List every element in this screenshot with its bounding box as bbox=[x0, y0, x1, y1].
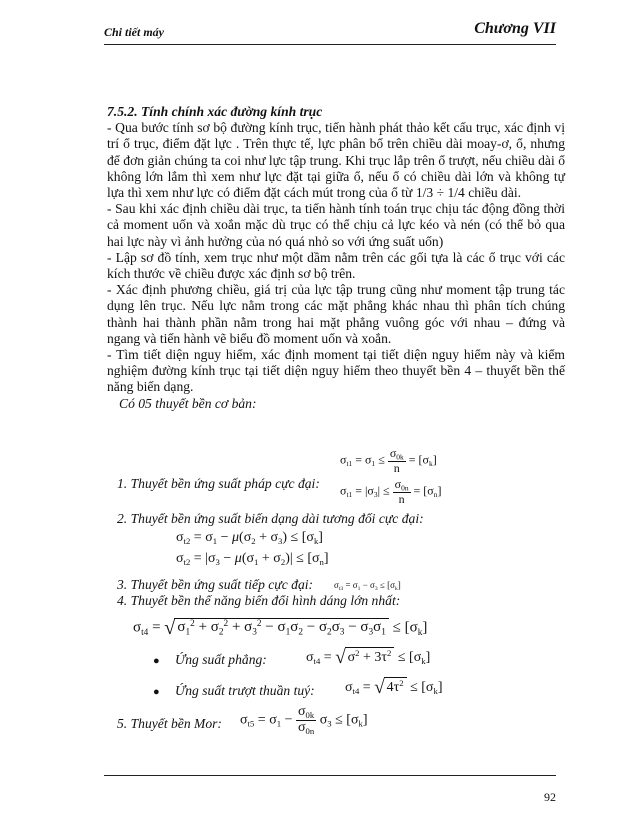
header-book-title: Chi tiết máy bbox=[104, 25, 164, 39]
formula-2a: $\sigma_{t2} = \sigma_1 - \mu(\sigma_2 + \sigma_3) \le [\sigma_k]$ bbox=[176, 530, 323, 547]
bullet-dot: ● bbox=[153, 686, 160, 698]
theories-intro: Có 05 thuyết bền cơ bản: bbox=[119, 395, 257, 411]
formula-5: $\sigma_{t5} = \sigma_1$ − $\frac{\sigma_{0k}}{\sigma_{0n}}$ $\sigma_3 \le [\sigma_k]$ bbox=[240, 704, 368, 736]
page-number: 92 bbox=[544, 790, 556, 804]
header-rule bbox=[104, 44, 556, 45]
body-text bbox=[107, 104, 565, 412]
paragraph-4: - Xác định phương chiều, giá trị của lực tập trung cũng như moment tập trung tác dụng lên trục. Nếu lực nằm trong các mặt phẳng khác nhau thì phân tích chúng thành hai thành phần nằm trong hai mặt phẳng vuông góc với nhau – đứng và ngang và tiến hành vẽ biểu đồ moment uốn và xoắn. bbox=[107, 282, 565, 346]
bullet-plane-stress-label: Ứng suất phẳng: bbox=[175, 652, 267, 667]
paragraph-1: - Qua bước tính sơ bộ đường kính trục, tiến hành phát thảo kết cấu trục, xác định vị trí ổ trục, điểm đặt lực . Trên thực tế, lực phân bố trên chiều dài moay-ơ, ổ, nhưng để đơn giản chúng ta coi như lực tập trung. Khi trục lắp trên ổ trượt, nếu chiều dài ổ không lớn lắm thì xem như lực đặt tại giữa ổ, nếu ổ có chiều dài lớn và không tự lựa thì xem như lực có điểm đặt cách mút trong của ổ từ 1/3 ÷ 1/4 chiều dài. bbox=[107, 120, 565, 201]
theory-3-label: 3. Thuyết bền ứng suất tiếp cực đại: bbox=[117, 577, 314, 592]
section-title: 7.5.2. Tính chính xác đường kính trục bbox=[107, 104, 323, 119]
paragraph-2: - Sau khi xác định chiều dài trục, ta tiến hành tính toán trục chịu tác động đồng thời cả moment uốn và xoắn mặc dù trục có thể chịu cả lực kéo và nén (có thể bỏ qua hai lực này vì ảnh hưởng của nó quá nhỏ so với ứng suất uốn) bbox=[107, 201, 565, 249]
formula-2b: $\sigma_{t2} = |\sigma_3 - \mu(\sigma_1 + \sigma_2)| \le [\sigma_n]$ bbox=[176, 551, 329, 568]
formula-pure-shear: $\sigma_{t4}$ = √ $4\tau^2 \le [\sigma_k]$ bbox=[345, 677, 443, 699]
theory-1-label: 1. Thuyết bền ứng suất pháp cực đại: bbox=[117, 476, 320, 491]
bullet-pure-shear-label: Ứng suất trượt thuần tuý: bbox=[175, 683, 315, 698]
formula-3: $\sigma_{t3} = \sigma_1 - \sigma_3 \le [\sigma_k]$ bbox=[334, 580, 401, 592]
paragraph-3: - Lập sơ đồ tính, xem trục như một dầm nằm trên các gối tựa là các ổ trục với các kích thước về chiều được xác định sơ bộ trên. bbox=[107, 249, 565, 282]
formula-1a: $\sigma_{t1} = \sigma_1$ ≤ $\frac{\sigma_{0k}}{n}$ = $[\sigma_k]$ bbox=[340, 446, 437, 476]
formula-4: $\sigma_{t4}$ = √ $\sigma_1^2 + \sigma_2^2 + \sigma_3^2 - \sigma_1\sigma_2 - \sigma_2\sigma_3 - \sigma_3\sigma_1 \le [\sigma_k]$ bbox=[133, 617, 428, 639]
theory-5-label: 5. Thuyết bền Mor: bbox=[117, 716, 222, 731]
bullet-dot: ● bbox=[153, 655, 160, 667]
paragraph-5: - Tìm tiết diện nguy hiểm, xác định moment tại tiết diện nguy hiểm này và kiểm nghiệm đường kính trục tại tiết diện nguy hiểm theo thuyết bền 4 – thuyết bền thế năng biến dạng. bbox=[107, 347, 565, 395]
formula-1b: $\sigma_{t1} = |\sigma_3|$ ≤ $\frac{\sigma_{0n}}{n}$ = $[\sigma_n]$ bbox=[340, 477, 442, 507]
theory-4-label: 4. Thuyết bền thế năng biến đổi hình dáng lớn nhất: bbox=[117, 593, 401, 608]
theory-2-label: 2. Thuyết bền ứng suất biến dạng dài tương đối cực đại: bbox=[117, 511, 424, 526]
footer-rule bbox=[104, 775, 556, 776]
page-header bbox=[104, 20, 556, 46]
formula-plane-stress: $\sigma_{t4}$ = √ $\sigma^2 + 3\tau^2 \le [\sigma_k]$ bbox=[306, 647, 431, 669]
header-chapter: Chương VII bbox=[474, 20, 556, 37]
